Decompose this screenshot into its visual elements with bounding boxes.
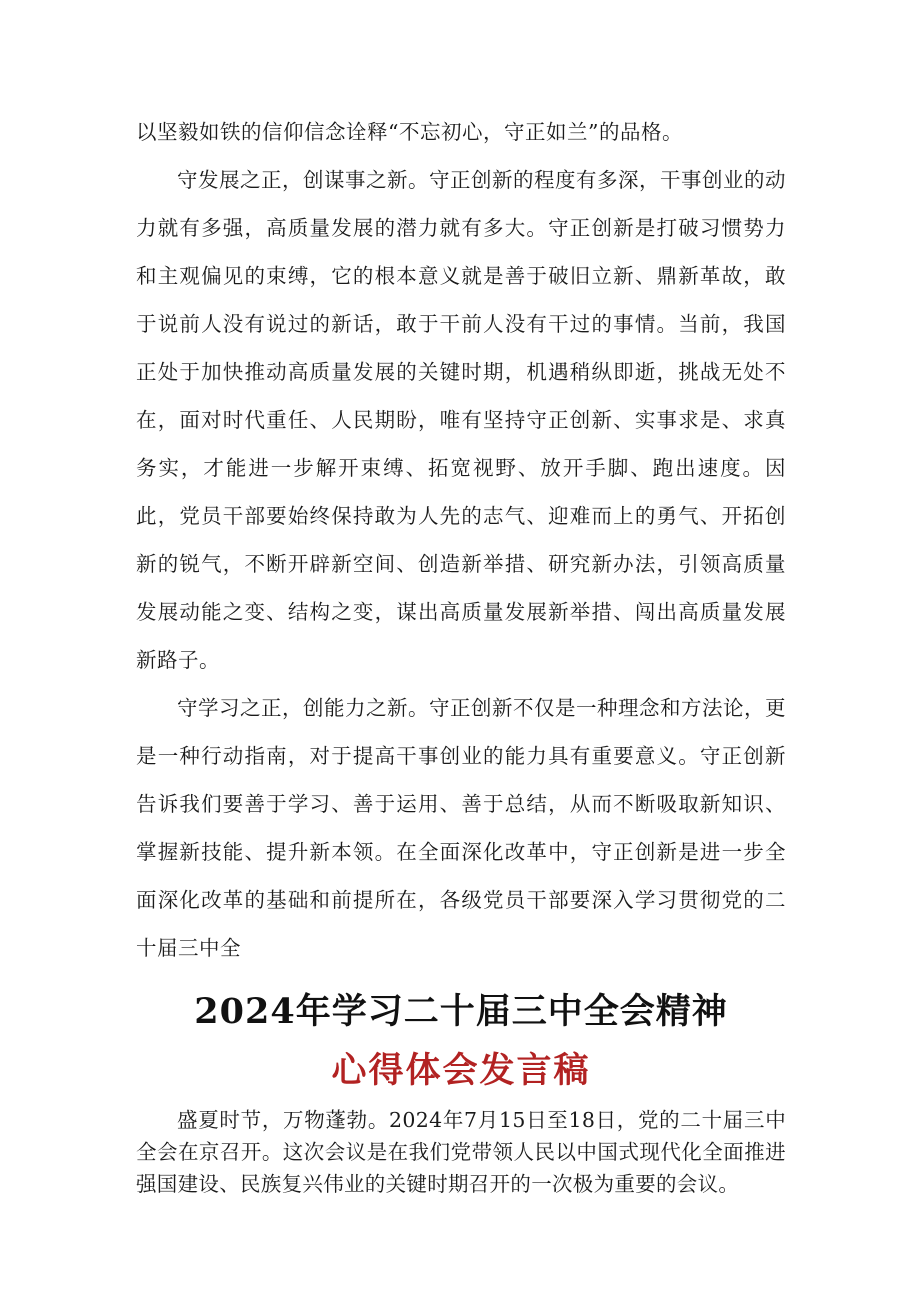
- title-main-text: 年学习二十届三中全会精神: [295, 991, 728, 1032]
- paragraph-continuation: 以坚毅如铁的信仰信念诠释“不忘初心，守正如兰”的品格。: [136, 120, 683, 144]
- document-subtitle: 心得体会发言稿: [331, 1050, 591, 1091]
- paragraph-development: 守发展之正，创谋事之新。守正创新的程度有多深，干事创业的动力就有多强，高质量发展的潜力就有多大。守正创新是打破习惯势力和主观偏见的束缚，它的根本意义就是善于破旧立新、鼎新革故，敢于说前人没有说过的新话，敢于干前人没有干过的事情。当前，我国正处于加快推动高质量发展的关键时期，机遇稍纵即逝，挑战无处不在，面对时代重任、人民期盼，唯有坚持守正创新、实事求是、求真务实，才能进一步解开束缚、拓宽视野、放开手脚、跑出速度。因此，党员干部要始终保持敢为人先的志气、迎难而上的勇气、开拓创新的锐气，不断开辟新空间、创造新举措、研究新办法，引领高质量发展动能之变、结构之变，谋出高质量发展新举措、闯出高质量发展新路子。: [136, 168, 786, 672]
- intro-paragraph: 盛夏时节，万物蓬勃。2024年7月15日至18日，党的二十届三中全会在京召开。这次会议是在我们党带领人民以中国式现代化全面推进强国建设、民族复兴伟业的关键时期召开的一次极为重要的会议。: [136, 1108, 786, 1196]
- paragraph-learning: 守学习之正，创能力之新。守正创新不仅是一种理念和方法论，更是一种行动指南，对于提高干事创业的能力具有重要意义。守正创新告诉我们要善于学习、善于运用、善于总结，从而不断吸取新知识、掌握新技能、提升新本领。在全面深化改革中，守正创新是进一步全面深化改革的基础和前提所在，各级党员干部要深入学习贯彻党的二十届三中全: [136, 696, 786, 960]
- document-title: [136, 982, 786, 1042]
- title-year: 2024: [194, 991, 296, 1032]
- document-body: [136, 108, 786, 1200]
